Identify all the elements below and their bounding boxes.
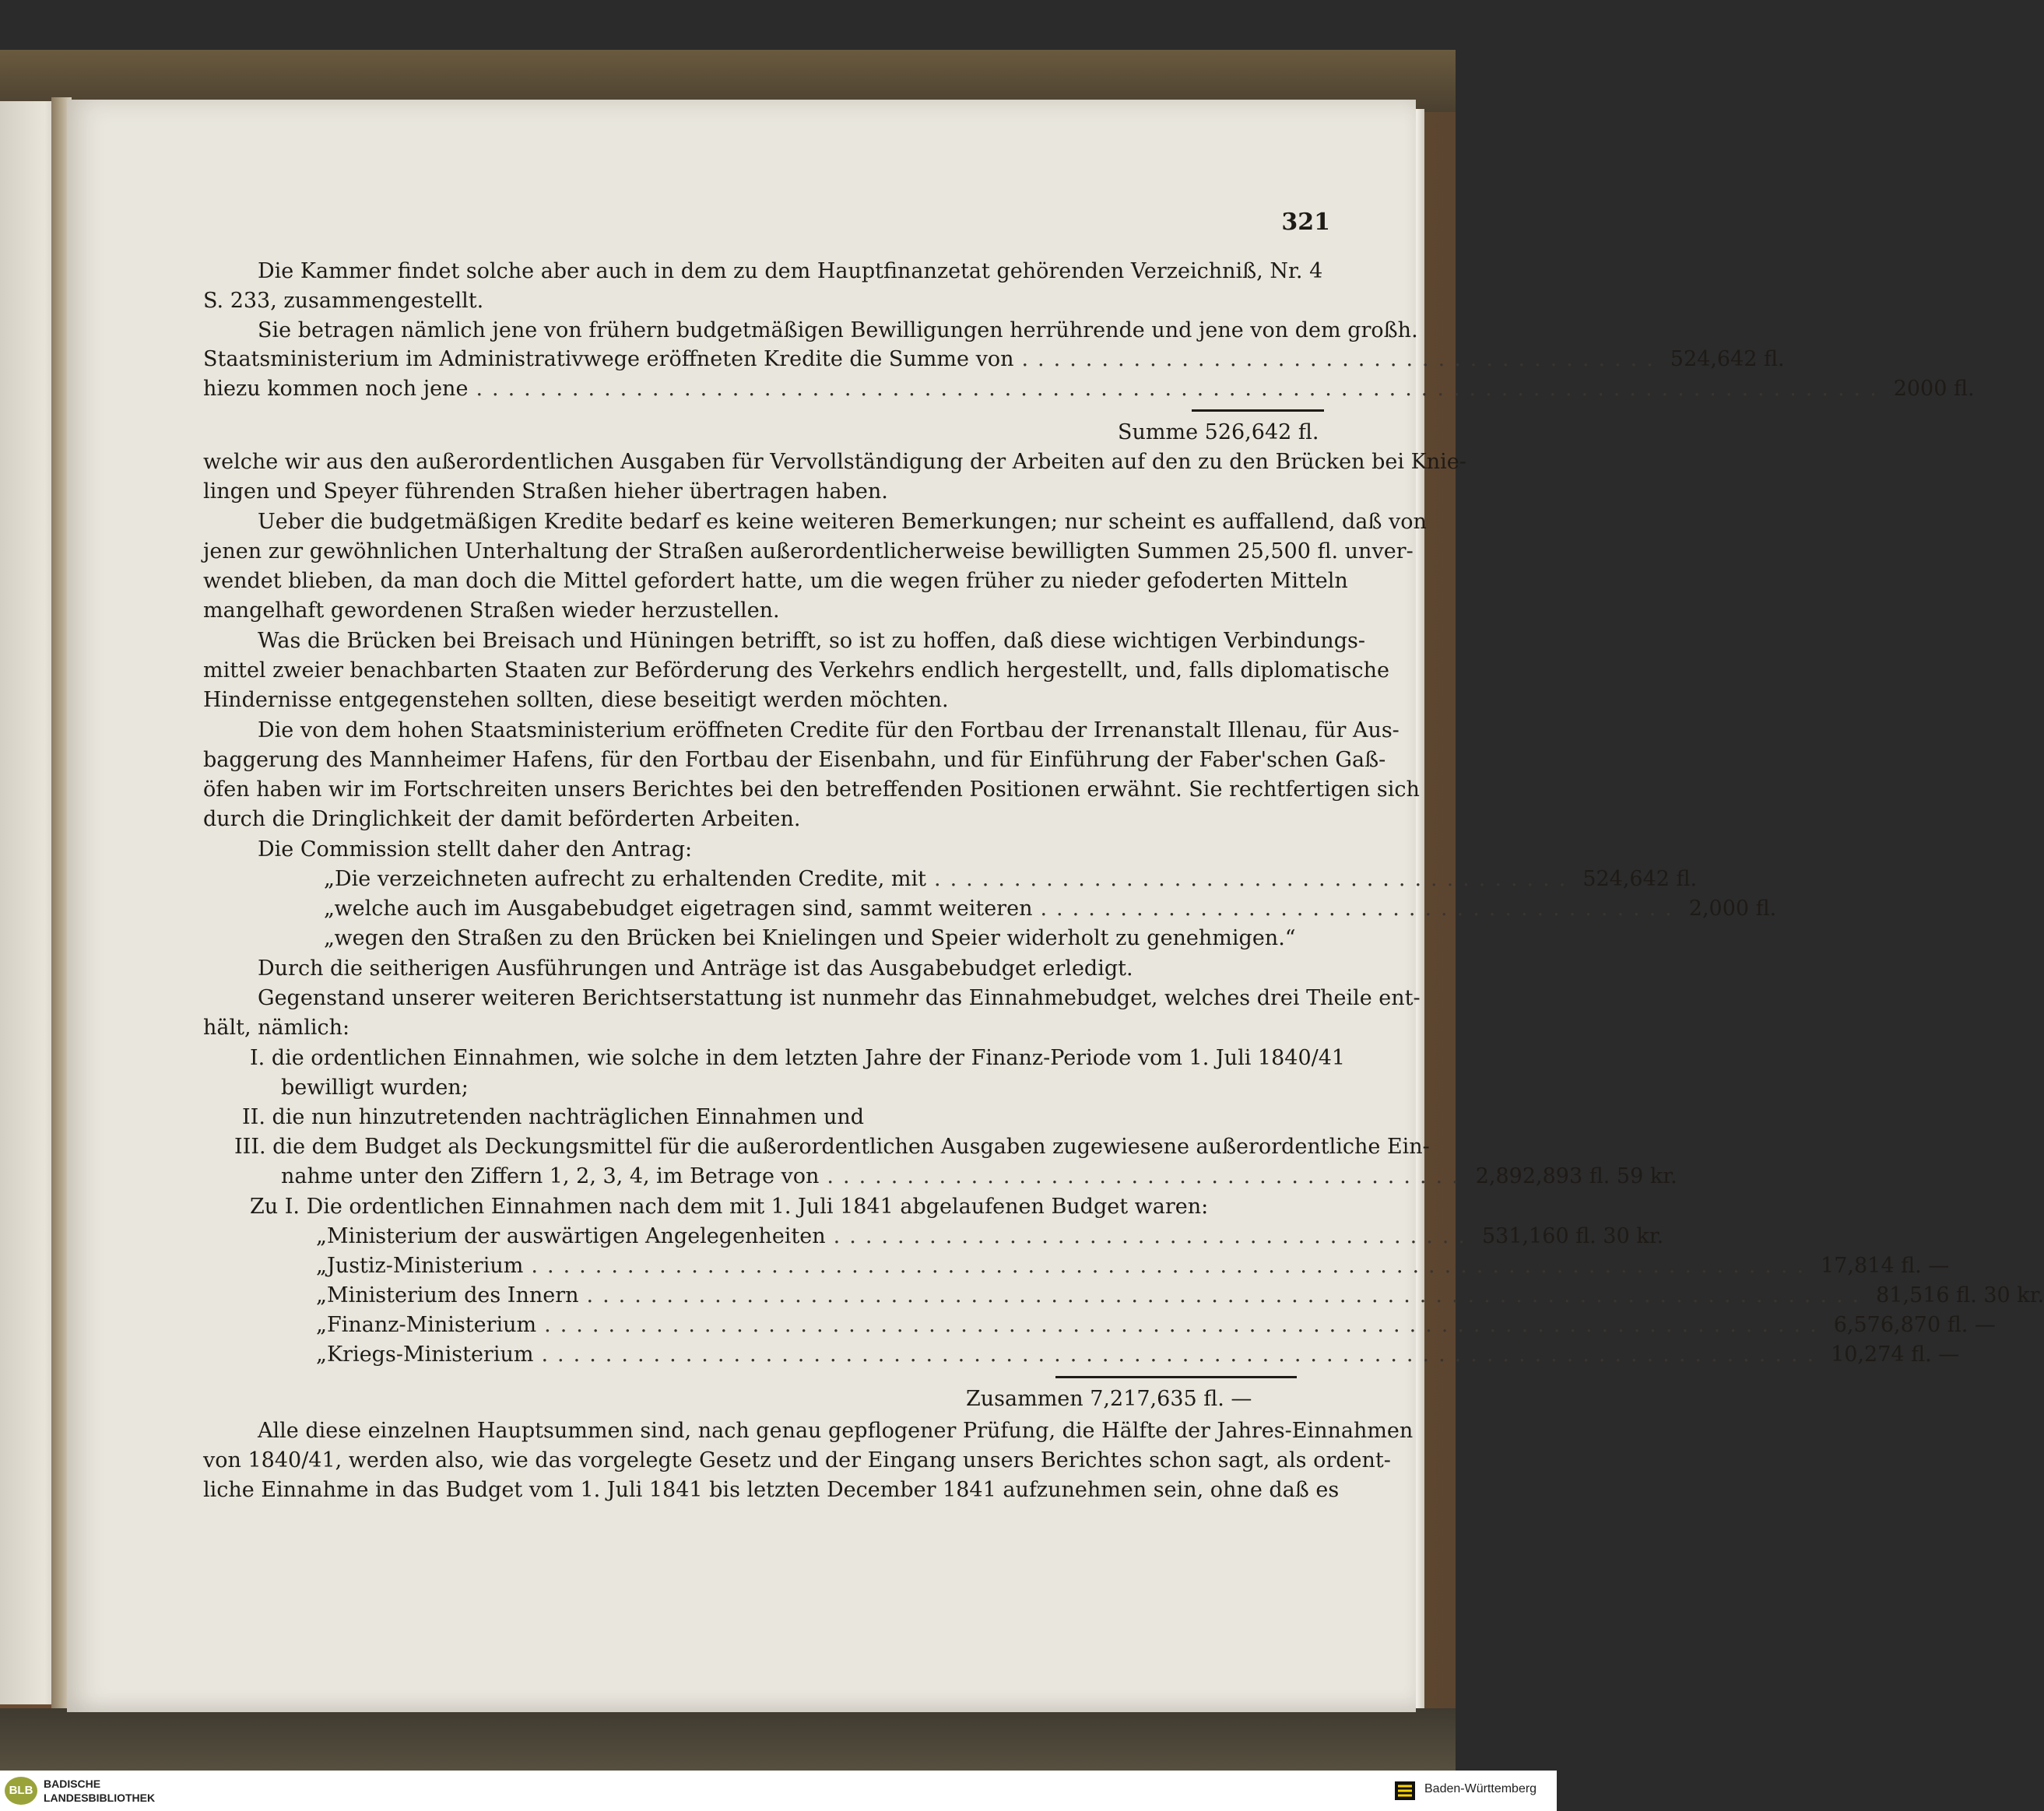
text-line: Hindernisse entgegenstehen sollten, diese beseitigt werden möchten. [203, 688, 949, 712]
ministry-row [316, 1313, 1996, 1337]
credit-label: Staatsministerium im Administrativwege eröffneten Kredite die Summe von [203, 347, 1014, 371]
list-item: I. die ordentlichen Einnahmen, wie solche in dem letzten Jahre der Finanz-Periode vom 1. Juli 1840/41 [250, 1046, 1346, 1070]
leader-dots: ........................................ [1021, 347, 1663, 371]
coat-of-arms-icon [1393, 1780, 1417, 1802]
total-line: Zusammen 7,217,635 fl. — [966, 1387, 1252, 1411]
page-number: 321 [1281, 209, 1330, 236]
list-item: III. die dem Budget als Deckungsmittel für die außerordentlichen Ausgaben zugewiesene außerordentliche Ein- [234, 1135, 1430, 1159]
leader-dots: ........................................ [827, 1164, 1468, 1188]
text-line: lingen und Speyer führenden Straßen hieher übertragen haben. [203, 479, 888, 504]
ministry-amount: 81,516 fl. 30 kr. [1876, 1283, 2044, 1307]
leader-dots: ........................................ [934, 867, 1575, 891]
text-line: welche wir aus den außerordentlichen Ausgaben für Vervollständigung der Arbeiten auf den zu den Brücken bei Knie- [203, 450, 1466, 474]
ministry-name: „Finanz-Ministerium [316, 1313, 537, 1337]
text-line: hält, nämlich: [203, 1016, 350, 1040]
text-line: baggerung des Mannheimer Hafens, für den Fortbau der Eisenbahn, und für Einführung der Faber'schen Gaß- [203, 748, 1386, 772]
text-line: öfen haben wir im Fortschreiten unsers Berichtes bei den betreffenden Positionen erwähnt. Sie rechtfertigen sich [203, 777, 1420, 802]
antrag-label: „Die verzeichneten aufrecht zu erhaltenden Credite, mit [324, 867, 926, 891]
text-line: liche Einnahme in das Budget vom 1. Juli 1841 bis letzten December 1841 aufzunehmen sein, ohne daß es [203, 1478, 1340, 1502]
text-line: wendet blieben, da man doch die Mittel gefordert hatte, um die wegen früher zu nieder gefoderten Mitteln [203, 569, 1348, 593]
leader-dots: ........................................ [1040, 897, 1681, 921]
leader-dots: ........................................ [833, 1224, 1474, 1248]
blb-name-line1: BADISCHE [44, 1778, 101, 1790]
state-label: Baden-Württemberg [1424, 1782, 1537, 1795]
leader-dots: ................................................................................ [531, 1254, 1814, 1278]
antrag-amount: 2,000 fl. [1688, 897, 1777, 921]
ministry-name: „Kriegs-Ministerium [316, 1342, 534, 1367]
text-line: Sie betragen nämlich jene von frühern budgetmäßigen Bewilligungen herrührende und jene von dem großh. [258, 318, 1418, 342]
extra-income-amount: 2,892,893 fl. 59 kr. [1475, 1164, 1677, 1188]
ministry-row [316, 1254, 1950, 1278]
text-line: Die Kammer findet solche aber auch in dem zu dem Hauptfinanzetat gehörenden Verzeichniß, Nr. 4 [258, 259, 1323, 283]
ministry-row [316, 1224, 1664, 1248]
scanned-page [67, 100, 2044, 1712]
leader-dots: ................................................................................ [541, 1342, 1824, 1367]
credit-amount: 524,642 fl. [1670, 347, 1785, 371]
text-line: Die Commission stellt daher den Antrag: [258, 837, 693, 862]
ministry-name: „Ministerium der auswärtigen Angelegenheiten [316, 1224, 826, 1248]
leader-dots: ................................................................................ [544, 1313, 1826, 1337]
blb-name-line2: LANDESBIBLIOTHEK [44, 1792, 156, 1804]
ministry-amount: 531,160 fl. 30 kr. [1481, 1224, 1664, 1248]
text-line: Alle diese einzelnen Hauptsummen sind, nach genau gepflogener Prüfung, die Hälfte der Jahres-Einnahmen [258, 1419, 1414, 1443]
text-line: S. 233, zusammengestellt. [203, 289, 484, 313]
additional-row [203, 377, 1975, 401]
blb-logo[interactable]: BLB [5, 1777, 37, 1805]
antrag-label: „welche auch im Ausgabebudget eigetragen sind, sammt weiteren [324, 897, 1033, 921]
ministry-amount: 6,576,870 fl. — [1833, 1313, 1996, 1337]
ministry-name: „Justiz-Ministerium [316, 1254, 524, 1278]
text-line: bewilligt wurden; [281, 1076, 469, 1100]
text-line: „wegen den Straßen zu den Brücken bei Knielingen und Speier widerholt zu genehmigen.“ [324, 926, 1296, 950]
ministry-amount: 17,814 fl. — [1821, 1254, 1950, 1278]
leader-dots: ........................................................................................ [476, 377, 1886, 401]
blb-name [44, 1777, 155, 1805]
ministry-amount: 10,274 fl. — [1831, 1342, 1960, 1367]
page-text [67, 100, 2044, 1712]
sum-rule [1055, 1376, 1297, 1378]
book-cover-bottom-edge [0, 1708, 1456, 1771]
antrag-amount: 524,642 fl. [1582, 867, 1698, 891]
ministry-row [316, 1342, 1960, 1367]
text-line: mittel zweier benachbarten Staaten zur Beförderung des Verkehrs endlich hergestellt, und, falls diplomatische [203, 658, 1389, 683]
text-line: von 1840/41, werden also, wie das vorgelegte Gesetz und der Eingang unsers Berichtes schon sagt, als ordent- [203, 1448, 1391, 1472]
text-line: mangelhaft gewordenen Straßen wieder herzustellen. [203, 598, 780, 623]
text-line: Was die Brücken bei Breisach und Hüningen betrifft, so ist zu hoffen, daß diese wichtigen Verbindungs- [258, 629, 1365, 653]
leader-dots: ................................................................................ [586, 1283, 1869, 1307]
extra-income-label: nahme unter den Ziffern 1, 2, 3, 4, im Betrage von [281, 1164, 820, 1188]
list-item: II. die nun hinzutretenden nachträglichen Einnahmen und [242, 1105, 865, 1129]
text-line: jenen zur gewöhnlichen Unterhaltung der Straßen außerordentlicherweise bewilligten Summen 25,500 fl. unver- [203, 539, 1414, 563]
footer-bar [0, 1771, 1557, 1811]
sum-rule [1192, 409, 1324, 412]
extra-income-row [281, 1164, 1677, 1188]
ministry-row [316, 1283, 2044, 1307]
additional-amount: 2000 fl. [1893, 377, 1975, 401]
antrag-row [324, 867, 1698, 891]
text-line: Ueber die budgetmäßigen Kredite bedarf es keine weiteren Bemerkungen; nur scheint es auffallend, daß von [258, 510, 1427, 534]
text-line: durch die Dringlichkeit der damit beförderten Arbeiten. [203, 807, 801, 831]
text-line: Zu I. Die ordentlichen Einnahmen nach dem mit 1. Juli 1841 abgelaufenen Budget waren: [250, 1195, 1209, 1219]
credit-row [203, 347, 1785, 371]
additional-label: hiezu kommen noch jene [203, 377, 469, 401]
sum-line: Summe 526,642 fl. [1118, 420, 1319, 444]
text-line: Gegenstand unserer weiteren Berichtserstattung ist nunmehr das Einnahmebudget, welches drei Theile ent- [258, 986, 1421, 1010]
text-line: Die von dem hohen Staatsministerium eröffneten Credite für den Fortbau der Irrenanstalt Illenau, für Aus- [258, 718, 1400, 742]
text-line: Durch die seitherigen Ausführungen und Anträge ist das Ausgabebudget erledigt. [258, 956, 1133, 981]
antrag-row [324, 897, 1777, 921]
ministry-name: „Ministerium des Innern [316, 1283, 579, 1307]
